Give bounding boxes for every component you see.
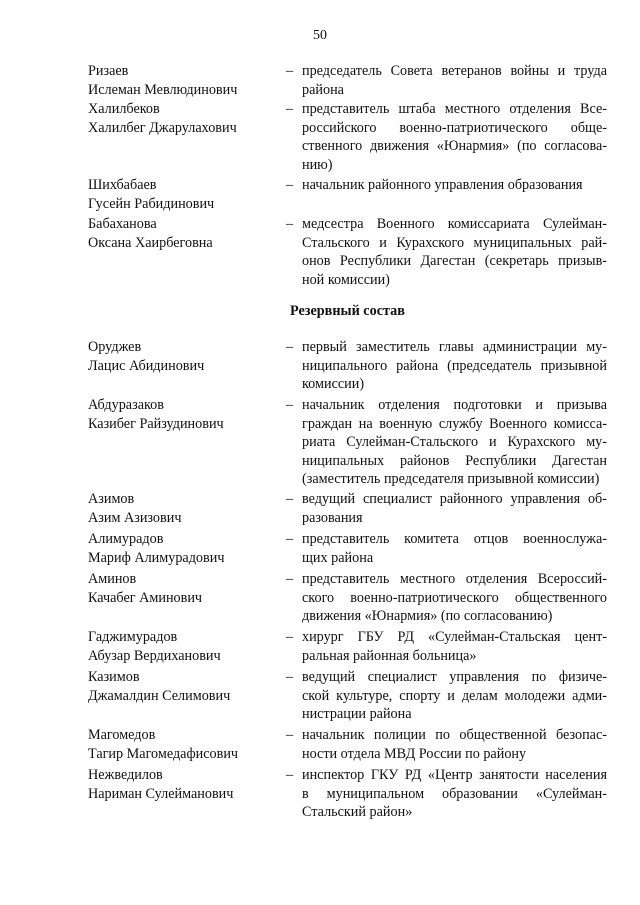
member-given-name: Качабег Аминович: [88, 589, 203, 606]
member-given-name: Казибег Райзудинович: [88, 415, 224, 432]
member-given-name: Гусейн Рабидинович: [88, 195, 215, 212]
member-surname: Алимурадов: [88, 531, 164, 547]
member-name: [88, 668, 288, 705]
role-line: инспектор ГКУ РД «Центр занятости населения: [302, 767, 607, 783]
member-surname: Бабаханова: [88, 216, 157, 232]
member-given-name: Халилбег Джарулахович: [88, 119, 237, 136]
member-given-name: Джамалдин Селимович: [88, 687, 231, 704]
member-role: [302, 100, 607, 174]
dash: –: [286, 629, 294, 645]
role-line: движения «Юнармия» (по согласованию): [302, 608, 553, 624]
role-line: нистрации района: [302, 706, 412, 722]
member-name: [88, 338, 288, 375]
member-name: [88, 530, 288, 567]
role-line: медсестра Военного комиссариата Сулейман-: [302, 216, 607, 232]
dash: –: [286, 491, 294, 507]
member-role: [302, 490, 607, 527]
member-name: [88, 100, 288, 137]
role-line: комиссии): [302, 376, 365, 392]
member-name: [88, 62, 288, 99]
member-surname: Халилбеков: [88, 101, 160, 117]
role-line: российского военно-патриотического обще-: [302, 119, 607, 136]
role-line: начальник полиции по общественной безопас-: [302, 727, 607, 743]
member-name: [88, 215, 288, 252]
role-line: начальник районного управления образования: [302, 177, 583, 193]
member-given-name: Лацис Абидинович: [88, 357, 205, 374]
role-line: разования: [302, 509, 363, 526]
member-role: [302, 668, 607, 724]
role-line: щих района: [302, 549, 374, 566]
dash: –: [286, 63, 294, 79]
member-name: [88, 396, 288, 433]
role-line: (заместитель председателя призывной комиссии): [302, 471, 600, 487]
page-number: 50: [313, 28, 327, 43]
dash: –: [286, 397, 294, 413]
role-line: ского военно-патриотического общественного: [302, 589, 607, 606]
member-surname: Гаджимурадов: [88, 629, 178, 645]
role-line: района: [302, 81, 344, 98]
dash: –: [286, 339, 294, 355]
member-role: [302, 215, 607, 289]
member-role: [302, 338, 607, 394]
member-surname: Шихбабаев: [88, 177, 157, 193]
dash: –: [286, 101, 294, 117]
dash: –: [286, 727, 294, 743]
member-role: [302, 530, 607, 567]
member-given-name: Мариф Алимурадович: [88, 549, 225, 566]
role-line: хирург ГБУ РД «Сулейман-Стальская цент-: [302, 629, 607, 645]
member-surname: Ризаев: [88, 63, 129, 79]
member-name: [88, 570, 288, 607]
member-surname: Оруджев: [88, 339, 142, 355]
role-line: ниципальных районов Республики Дагестан: [302, 452, 607, 469]
role-line: ственного движения «Юнармия» (по согласова-: [302, 138, 607, 154]
member-given-name: Абузар Вердиханович: [88, 647, 221, 664]
member-role: [302, 176, 607, 195]
member-name: [88, 726, 288, 763]
dash: –: [286, 767, 294, 783]
member-role: [302, 628, 607, 665]
role-line: нию): [302, 156, 333, 173]
role-line: риата Сулейман-Стальского и Курахского му-: [302, 434, 607, 450]
dash: –: [286, 571, 294, 587]
member-given-name: Азим Азизович: [88, 509, 182, 526]
member-surname: Нежведилов: [88, 767, 163, 783]
role-line: представитель местного отделения Всероссий-: [302, 571, 607, 587]
member-role: [302, 766, 607, 822]
member-role: [302, 62, 607, 99]
dash: –: [286, 177, 294, 193]
role-line: представитель комитета отцов военнослужа-: [302, 531, 607, 547]
role-line: первый заместитель главы администрации му-: [302, 339, 607, 355]
member-surname: Абдуразаков: [88, 397, 164, 413]
role-line: Стальский район»: [302, 804, 413, 820]
member-surname: Казимов: [88, 669, 140, 685]
role-line: граждан на военную службу Военного комисса-: [302, 415, 607, 432]
member-role: [302, 570, 607, 626]
role-line: в муниципальном образовании «Сулейман-: [302, 785, 607, 802]
role-line: ральная районная больница»: [302, 647, 477, 664]
member-name: [88, 176, 288, 213]
role-line: представитель штаба местного отделения Все-: [302, 101, 607, 117]
member-role: [302, 396, 607, 489]
member-given-name: Нариман Сулейманович: [88, 785, 234, 802]
member-role: [302, 726, 607, 763]
member-surname: Аминов: [88, 571, 137, 587]
section-heading: Резервный состав: [290, 303, 405, 319]
role-line: ной комиссии): [302, 271, 390, 288]
role-line: председатель Совета ветеранов войны и труда: [302, 63, 607, 79]
member-given-name: Оксана Хаирбеговна: [88, 234, 213, 251]
role-line: Стальского и Курахского муниципальных рай-: [302, 234, 607, 251]
role-line: начальник отделения подготовки и призыва: [302, 397, 607, 413]
member-given-name: Ислеман Мевлюдинович: [88, 81, 238, 98]
role-line: ведущий специалист управления по физиче-: [302, 669, 607, 685]
dash: –: [286, 531, 294, 547]
member-surname: Азимов: [88, 491, 135, 507]
member-given-name: Тагир Магомедафисович: [88, 745, 239, 762]
role-line: ской культуре, спорту и делам молодежи адми-: [302, 687, 607, 704]
member-surname: Магомедов: [88, 727, 156, 743]
dash: –: [286, 669, 294, 685]
member-name: [88, 490, 288, 527]
role-line: ности отдела МВД России по району: [302, 745, 527, 762]
dash: –: [286, 216, 294, 232]
role-line: ниципального района (председатель призывной: [302, 357, 607, 374]
member-name: [88, 628, 288, 665]
member-name: [88, 766, 288, 803]
role-line: онов Республики Дагестан (секретарь призыв-: [302, 253, 607, 269]
role-line: ведущий специалист районного управления об-: [302, 491, 607, 507]
